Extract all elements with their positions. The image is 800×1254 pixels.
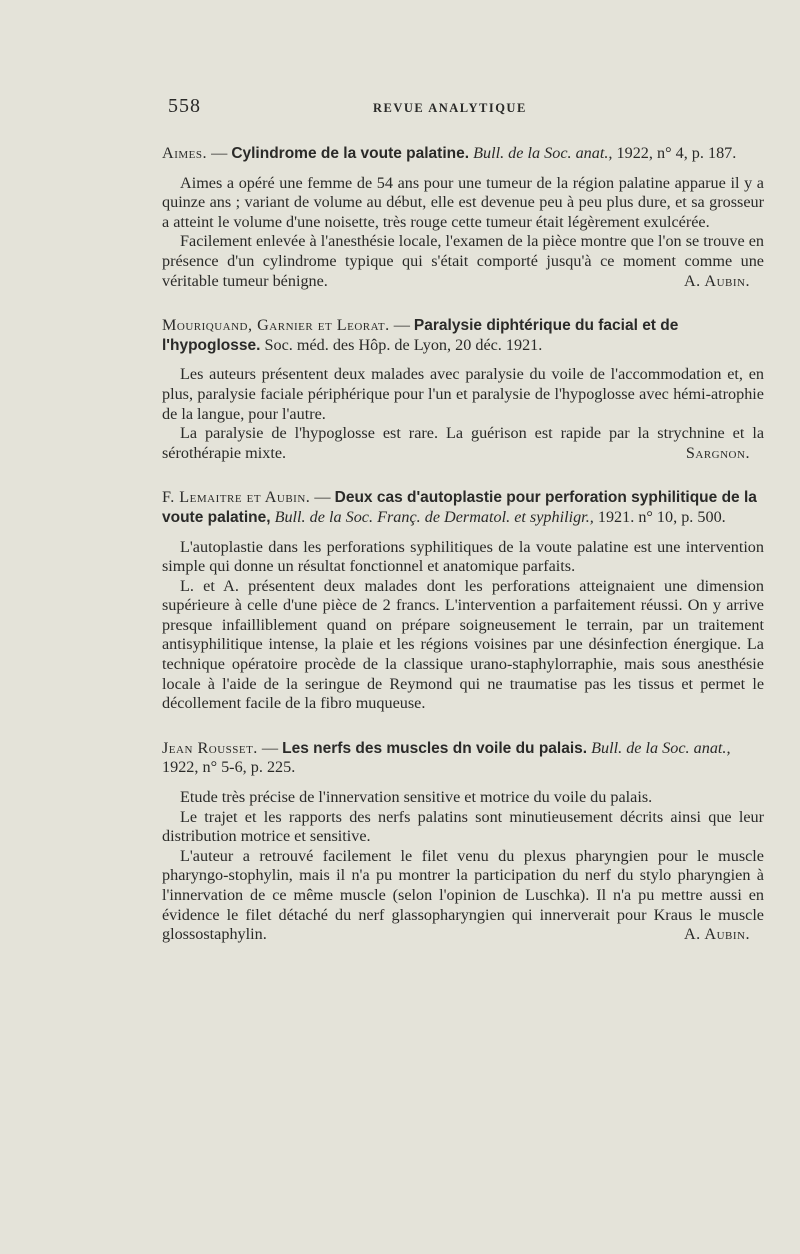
source: Bull. de la Soc. anat., <box>469 144 613 162</box>
article-column <box>162 144 764 970</box>
article-title: Les nerfs des muscles dn voile du palais. <box>282 739 588 757</box>
authors: Mouriquand, Garnier et Leorat. <box>162 316 390 335</box>
article-title: Cylindrome de la voute palatine. <box>231 145 470 162</box>
paragraph: Aimes a opéré une femme de 54 ans pour une tumeur de la région palatine apparue il y a quinze ans ; variant de volume au début, elle est devenue peu à peu plus dure, et sa grosseur a atteint le volume d'une noisette, très rouge cette tumeur était légèrement exulcérée. <box>162 173 764 231</box>
authors: Aimes. <box>162 144 208 162</box>
signature: A. Aubin. <box>683 271 750 290</box>
review-entry <box>162 316 764 463</box>
paragraph: L'auteur a retrouvé facilement le filet venu du plexus pharyngien pour le muscle pharyngo-stophylin, mais il n'a pu montrer la participation du nerf du stylo pharyngien à l'innervation de ce même muscle (selon l'opinion de Luschka). Il n'a pu mettre aussi en évidence le filet détaché du nerf glassopharyngien qui innerverait pour Kraus le muscle glossostaphylin. A. Aubin. <box>162 846 764 944</box>
paragraph: Les auteurs présentent deux malades avec paralysie du voile de l'accommodation et, en plus, paralysie faciale périphérique pour l'un et paralysie de l'hypoglosse avec hémi-atrophie de la langue, pour l'autre. <box>162 365 764 423</box>
review-entry <box>162 144 764 291</box>
signature: A. Aubin. <box>683 925 750 944</box>
paragraph: La paralysie de l'hypoglosse est rare. La guérison est rapide par la strychnine et la sérothérapie mixte. Sargnon. <box>162 424 764 462</box>
page-number: 558 <box>168 95 201 117</box>
reference: 1922, n° 4, p. 187. <box>612 144 737 162</box>
article-title: Paralysie diphtérique du facial et de l'hypoglosse. <box>162 317 679 354</box>
reference: 1922, n° 5-6, p. 225. <box>162 758 296 777</box>
citation: Aimes. — Cylindrome de la voute palatine. Bull. de la Soc. anat., 1922, n° 4, p. 187. <box>162 144 737 162</box>
citation: Mouriquand, Garnier et Leorat. — Paralysie diphtérique du facial et de l'hypoglosse. Soc. méd. des Hôp. de Lyon, 20 déc. 1921. <box>162 316 679 354</box>
review-entry <box>162 488 764 714</box>
running-header: REVUE ANALYTIQUE <box>373 101 527 115</box>
authors: F. Lemaitre et Aubin. <box>162 488 311 507</box>
review-entry <box>162 739 764 945</box>
paragraph: Etude très précise de l'innervation sensitive et motrice du voile du palais. <box>180 788 653 807</box>
source: Bull. de la Soc. Franç. de Dermatol. et syphiligr., <box>270 507 594 526</box>
paragraph: Le trajet et les rapports des nerfs palatins sont minutieusement décrits ainsi que leur distribution motrice et sensitive. <box>162 807 764 846</box>
source: Bull. de la Soc. anat., <box>587 738 731 757</box>
signature: Sargnon. <box>685 443 750 462</box>
paragraph: L'autoplastie dans les perforations syphilitiques de la voute palatine est une intervention simple qui donne un résultat fonctionnel et anatomique parfaits. <box>162 537 764 576</box>
paragraph: L. et A. présentent deux malades dont les perforations atteignaient une dimension supérieure à celle d'une pièce de 2 francs. L'intervention a parfaitement réussi. On y arrive presque infailliblement quand on prépare soigneusement le terrain, par un traitement antisyphilitique intense, la plaie et les régions voisines par une désinfection énergique. La technique opératoire procède de la classique urano-staphylorraphie, mais sous anesthésie locale à l'aide de la seringue de Reymond qui ne traumatise pas les tissus et permet le décollement facile de la fibro muqueuse. <box>162 576 764 713</box>
article-title: Deux cas d'autoplastie pour perforation syphilitique de la voute palatine, <box>162 489 757 526</box>
authors: Jean Rousset. <box>162 738 258 757</box>
reference: Soc. méd. des Hôp. de Lyon, 20 déc. 1921. <box>260 335 543 354</box>
paragraph: Facilement enlevée à l'anesthésie locale, l'examen de la pièce montre que l'on se trouve en présence d'un cylindrome typique qui s'était comporté jusqu'à ce moment comme une véritable tumeur bénigne. A. Aubin. <box>162 232 764 290</box>
reference: 1921. n° 10, p. 500. <box>593 507 726 526</box>
citation: F. Lemaitre et Aubin. — Deux cas d'autoplastie pour perforation syphilitique de la voute palatine, Bull. de la Soc. Franç. de Dermatol. et syphiligr., 1921. n° 10, p. 500. <box>162 488 757 526</box>
citation: Jean Rousset. — Les nerfs des muscles dn voile du palais. Bull. de la Soc. anat., 1922, n° 5-6, p. 225. <box>162 738 731 777</box>
